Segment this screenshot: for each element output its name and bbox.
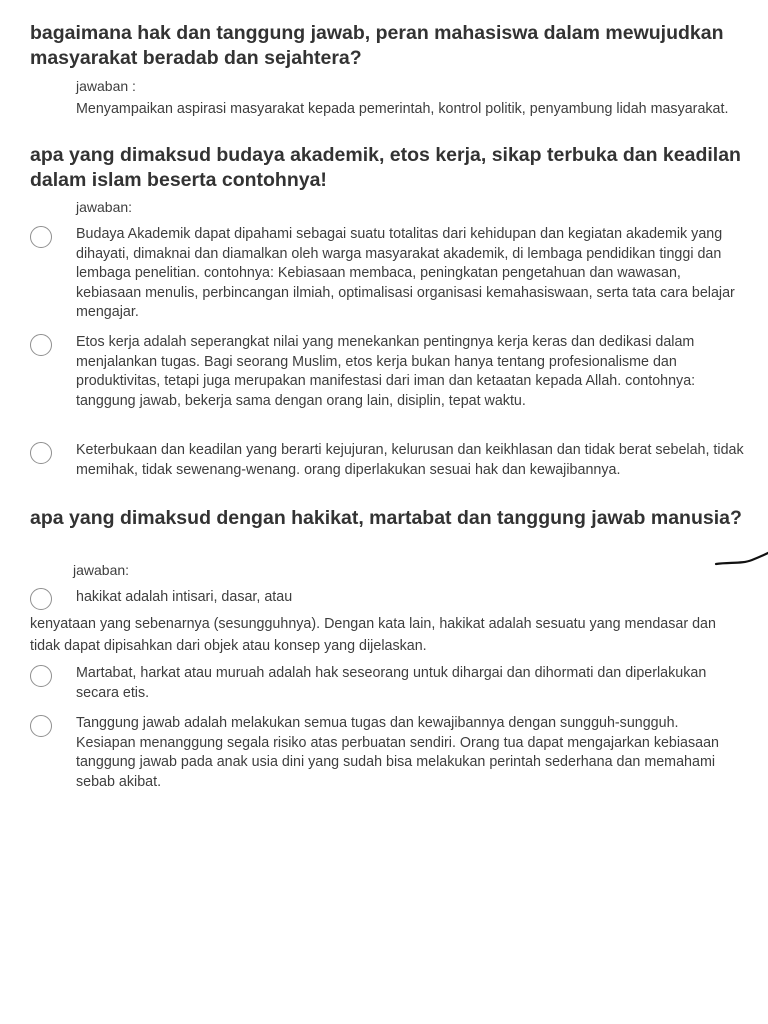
question-1: bagaimana hak dan tanggung jawab, peran mahasiswa dalam mewujudkan masyarakat beradab dan sejahtera?: [30, 22, 724, 69]
radio-option-keterbukaan[interactable]: [30, 442, 52, 464]
hakikat-continuation-text: kenyataan yang sebenarnya (sesungguhnya). Dengan kata lain, hakikat adalah sesuatu yang mendasar dan tidak dapat dipisahkan dari objek atau konsep yang dijelaskan.: [30, 616, 716, 654]
option-text-etos-kerja: Etos kerja adalah seperangkat nilai yang menekankan pentingnya kerja keras dan dedikasi dalam menjalankan tugas. Bagi seorang Muslim, etos kerja bukan hanya tentang profesionalisme dan produktivitas, tetapi juga merupakan manifestasi dari iman dan ketaatan kepada Allah. contohnya: tanggung jawab, bekerja sama dengan orang lain, disiplin, tepat waktu.: [76, 334, 696, 409]
radio-option-martabat[interactable]: [30, 665, 52, 687]
radio-option-tanggung-jawab[interactable]: [30, 715, 52, 737]
option-text-martabat: Martabat, harkat atau muruah adalah hak seseorang untuk dihargai dan dihormati dan diperlakukan secara etis.: [76, 665, 707, 701]
radio-option-budaya-akademik[interactable]: [30, 226, 52, 248]
answer-text-1: Menyampaikan aspirasi masyarakat kepada pemerintah, kontrol politik, penyambung lidah masyarakat.: [76, 101, 729, 117]
option-text-budaya-akademik: Budaya Akademik dapat dipahami sebagai suatu totalitas dari kehidupan dan kegiatan akademik yang dihayati, dimaknai dan diamalkan oleh warga masyarakat akademik, di lembaga pendidikan tinggi dan lembaga penelitian. contohnya: Kebiasaan membaca, peningkatan pengetahuan dan wawasan, kebiasaan menulis, perbincangan ilmiah, optimalisasi organisasi kemahasiswaan, serta tata cara belajar mengajar.: [76, 226, 735, 320]
question-2: apa yang dimaksud budaya akademik, etos kerja, sikap terbuka dan keadilan dalam islam beserta contohnya!: [30, 144, 741, 191]
answer-label-2: jawaban:: [76, 199, 133, 215]
option-text-tanggung-jawab: Tanggung jawab adalah melakukan semua tugas dan kewajibannya dengan sungguh-sungguh. Kesiapan menanggung segala risiko atas perbuatan sendiri. Orang tua dapat mengajarkan kebiasaan tanggung jawab pada anak usia dini yang sudah bisa melakukan perintah sederhana dan memahami sebab akibat.: [76, 715, 719, 790]
radio-option-hakikat[interactable]: [30, 588, 52, 610]
option-text-hakikat: hakikat adalah intisari, dasar, atau: [76, 589, 293, 605]
pen-stroke-mark: [712, 548, 768, 570]
option-text-keterbukaan: Keterbukaan dan keadilan yang berarti kejujuran, kelurusan dan keikhlasan dan tidak berat sebelah, tidak memihak, tidak sewenang-wenang. orang diperlakukan sesuai hak dan kewajibannya.: [76, 442, 744, 478]
answer-label-3: jawaban:: [73, 562, 130, 578]
question-3: apa yang dimaksud dengan hakikat, martabat dan tanggung jawab manusia?: [30, 507, 742, 529]
answer-label-1: jawaban :: [76, 78, 136, 94]
radio-option-etos-kerja[interactable]: [30, 334, 52, 356]
